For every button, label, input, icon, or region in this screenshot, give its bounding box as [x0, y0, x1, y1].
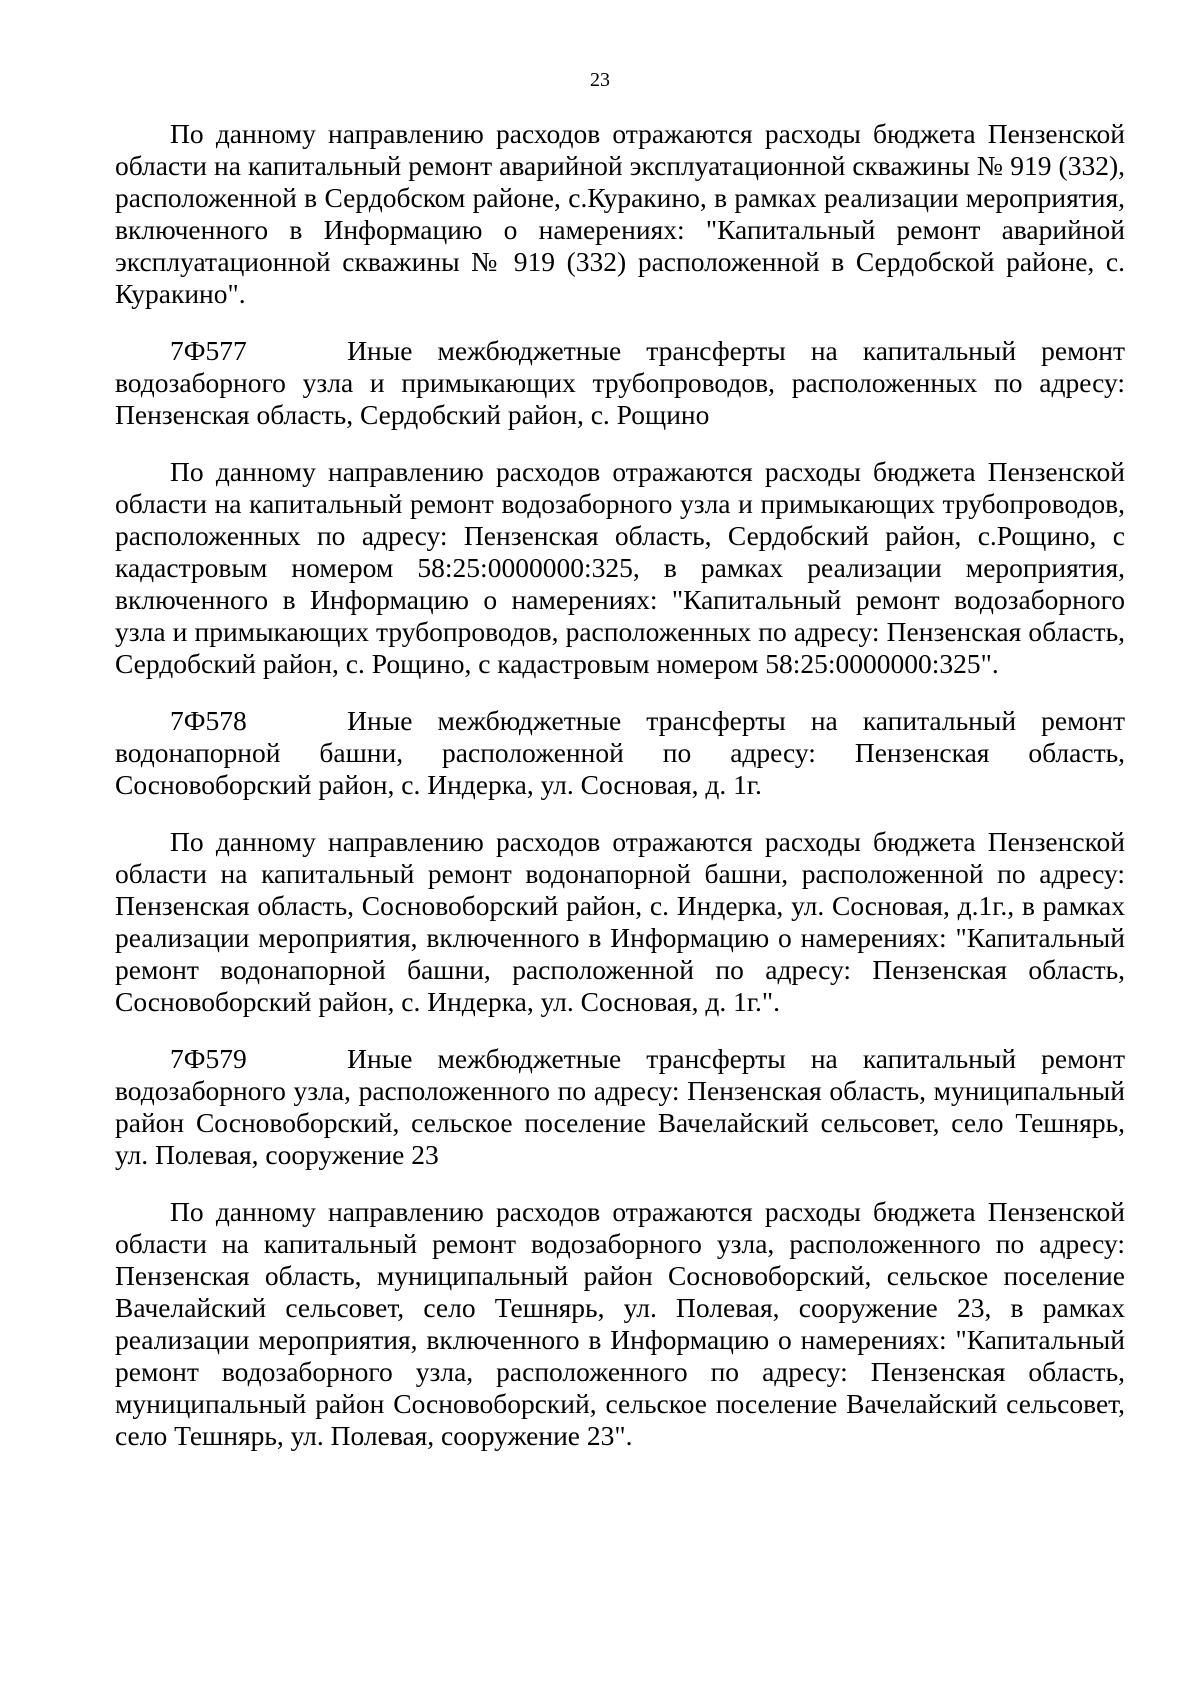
heading-text: Иные межбюджетные трансферты на капитальный ремонт водонапорной башни, расположенной по адресу: Пензенская область, Сосновоборский район, с. Индерка, ул. Сосновая, д. 1г. [115, 705, 1126, 800]
paragraph-body-1: По данному направлению расходов отражаются расходы бюджета Пензенской области на капитальный ремонт аварийной эксплуатационной скважины № 919 (332), расположенной в Сердобском районе, с.Куракино, в рамках реализации мероприятия, включенного в Информацию о намерениях: "Капитальный ремонт аварийной эксплуатационной скважины № 919 (332) расположенной в Сердобской районе, с. Куракино". [115, 118, 1125, 309]
paragraph-body-3: По данному направлению расходов отражаются расходы бюджета Пензенской области на капитальный ремонт водонапорной башни, расположенной по адресу: Пензенская область, Сосновоборский район, с. Индерка, ул. Сосновая, д.1г., в рамках реализации мероприятия, включенного в Информацию о намерениях: "Капитальный ремонт водонапорной башни, расположенной по адресу: Пензенская область, Сосновоборский район, с. Индерка, ул. Сосновая, д. 1г.". [115, 826, 1125, 1017]
paragraph-heading-7F578 [115, 705, 1125, 801]
heading-text: Иные межбюджетные трансферты на капитальный ремонт водозаборного узла, расположенного по адресу: Пензенская область, муниципальный район Сосновоборский, сельское поселение Вачелайский сельсовет, село Тешнярь, ул. Полевая, сооружение 23 [115, 1043, 1126, 1170]
expense-code: 7Ф577 [170, 335, 247, 366]
document-body [115, 118, 1125, 1477]
paragraph-body-4: По данному направлению расходов отражаются расходы бюджета Пензенской области на капитальный ремонт водозаборного узла, расположенного по адресу: Пензенская область, муниципальный район Сосновоборский, сельское поселение Вачелайский сельсовет, село Тешнярь, ул. Полевая, сооружение 23, в рамках реализации мероприятия, включенного в Информацию о намерениях: "Капитальный ремонт водозаборного узла, расположенного по адресу: Пензенская область, муниципальный район Сосновоборский, сельское поселение Вачелайский сельсовет, село Тешнярь, ул. Полевая, сооружение 23". [115, 1196, 1125, 1451]
page-number: 23 [590, 69, 610, 91]
expense-code: 7Ф578 [170, 705, 247, 736]
paragraph-body-2: По данному направлению расходов отражаются расходы бюджета Пензенской области на капитальный ремонт водозаборного узла и примыкающих трубопроводов, расположенных по адресу: Пензенская область, Сердобский район, с.Рощино, с кадастровым номером 58:25:0000000:325, в рамках реализации мероприятия, включенного в Информацию о намерениях: "Капитальный ремонт водозаборного узла и примыкающих трубопроводов, расположенных по адресу: Пензенская область, Сердобский район, с. Рощино, с кадастровым номером 58:25:0000000:325". [115, 456, 1125, 679]
expense-code: 7Ф579 [170, 1043, 247, 1074]
paragraph-heading-7F577 [115, 335, 1125, 431]
heading-text: Иные межбюджетные трансферты на капитальный ремонт водозаборного узла и примыкающих трубопроводов, расположенных по адресу: Пензенская область, Сердобский район, с. Рощино [115, 335, 1126, 430]
paragraph-heading-7F579 [115, 1043, 1125, 1171]
